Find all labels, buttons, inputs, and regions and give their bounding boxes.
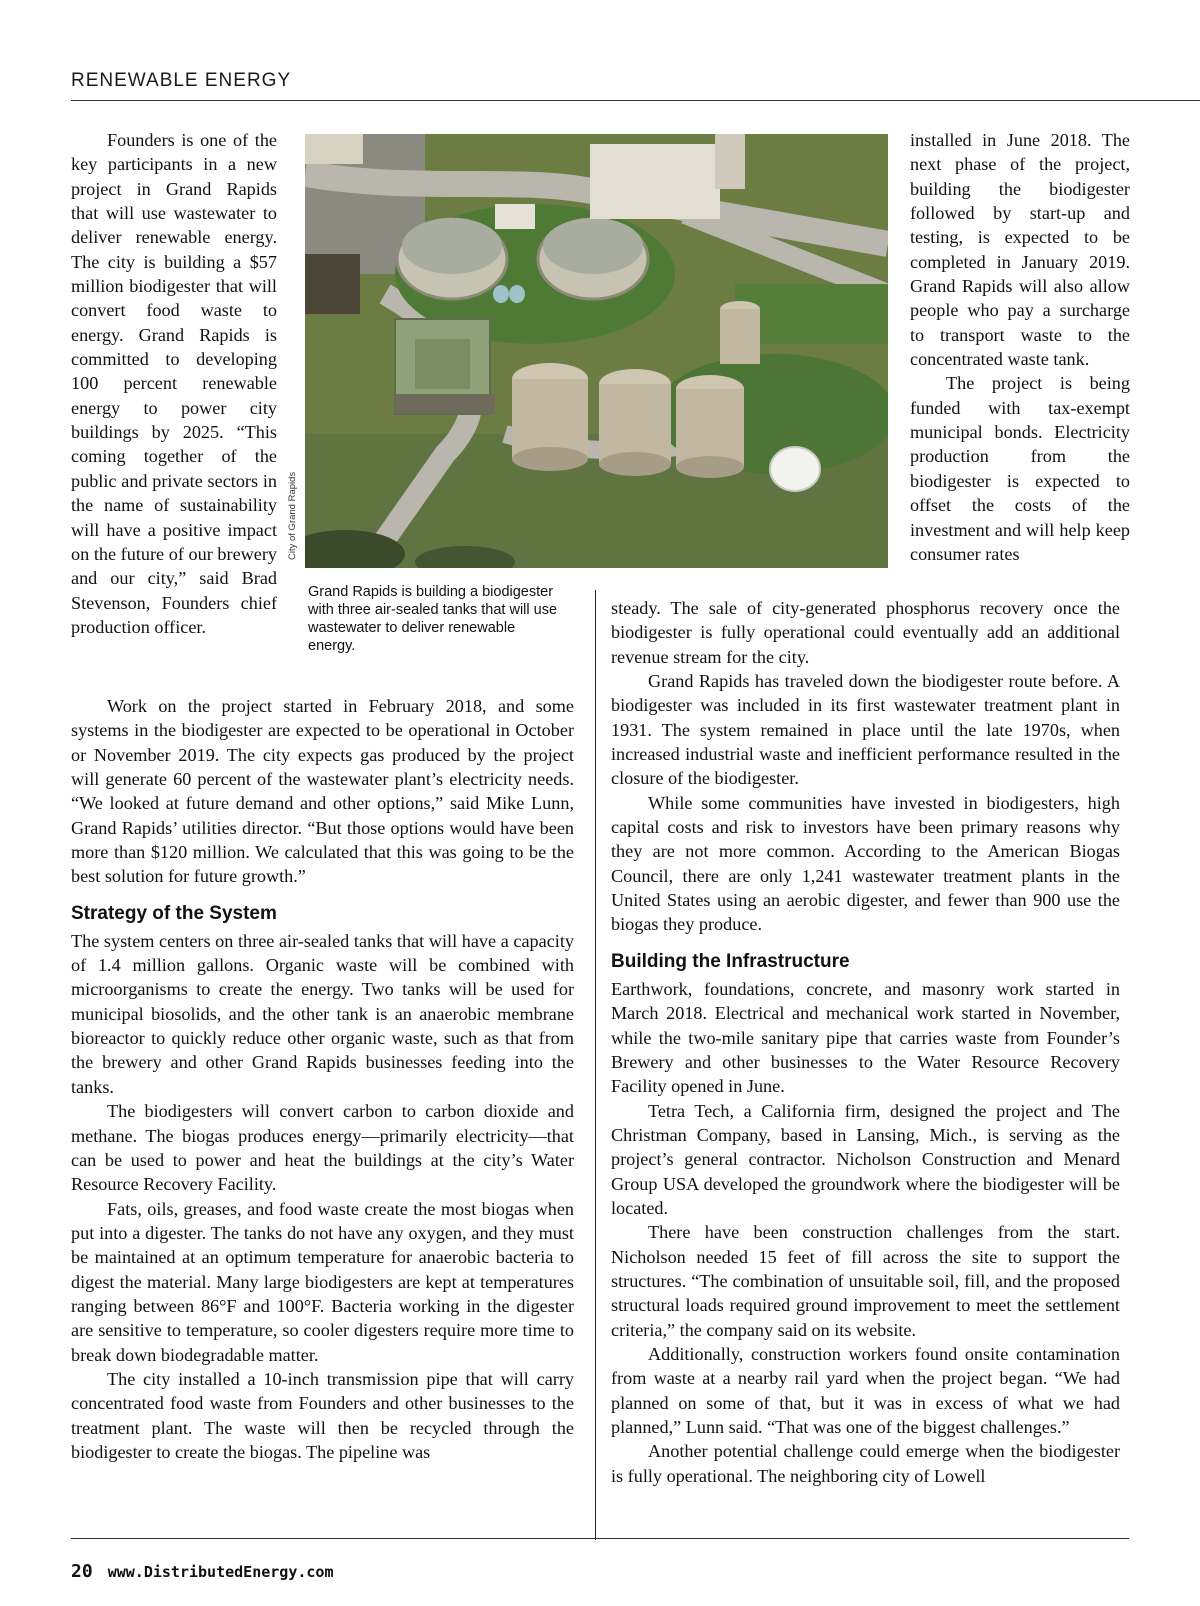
- paragraph: Tetra Tech, a California firm, designed the project and The Christman Company, based in Lansing, Mich., is serving as the project’s general contractor. Nicholson Construction and Menard Group USA developed the groundwork where the biodigester will be located.: [611, 1100, 1120, 1218]
- subhead-strategy: Strategy of the System: [71, 902, 277, 924]
- paragraph: While some communities have invested in biodigesters, high capital costs and risk to investors have been primary reasons why they are not more common. According to the American Biogas Council, there are only 1,241 wastewater treatment plants in the United States using an aerobic digester, and fewer than 900 use the biogas they produce.: [611, 792, 1120, 935]
- paragraph: Grand Rapids has traveled down the biodigester route before. A biodigester was included in its first wastewater treatment plant in 1931. The system remained in place until the late 1970s, when increased industrial waste and inefficient performance resulted in the closure of the biodigester.: [611, 671, 1120, 789]
- column-divider: [595, 590, 596, 1540]
- section-label: RENEWABLE ENERGY: [71, 70, 292, 91]
- paragraph: The project is being funded with tax-exempt municipal bonds. Electricity production from the biodigester is expected to offset the costs of the investment and will help keep consumer rates: [910, 373, 1130, 564]
- left-column-main: [71, 694, 574, 1464]
- paragraph: The system centers on three air-sealed tanks that will have a capacity of 1.4 million gallons. Organic waste will be combined with microorganisms to create the energy. Two tanks will be used for municipal biosolids, and the other tank is an anaerobic membrane bioreactor to quickly reduce other organic waste, such as that from the brewery and other Grand Rapids businesses feeding into the tanks.: [71, 930, 574, 1097]
- paragraph: There have been construction challenges from the start. Nicholson needed 15 feet of fill across the site to support the structures. “The combination of unsuitable soil, fill, and the proposed structural loads required ground improvement to meet the settlement criteria,” the company said on its website.: [611, 1222, 1120, 1340]
- paragraph: Work on the project started in February 2018, and some systems in the biodigester are expected to be operational in October or November 2019. The city expects gas produced by the project will generate 60 percent of the wastewater plant’s electricity needs. “We looked at future demand and other options,” said Mike Lunn, Grand Rapids’ utilities director. “But those options would have been more than $120 million. We calculated that this was going to be the best solution for future growth.”: [71, 696, 574, 887]
- paragraph: Fats, oils, greases, and food waste create the most biogas when put into a digester. The tanks do not have any oxygen, and they must be maintained at an optimum temperature for anaerobic bacteria to digest the material. Many large biodigesters are kept at temperatures ranging between 86°F and 100°F. Bacteria working in the digester are sensitive to temperature, so cooler digesters require more time to break down biodegradable matter.: [71, 1198, 574, 1365]
- photo-credit: City of Grand Rapids: [287, 471, 298, 560]
- page-number: 20: [71, 1561, 93, 1582]
- photo-caption: Grand Rapids is building a biodigester with three air-sealed tanks that will use wastewater to deliver renewable energy.: [308, 584, 558, 654]
- footer: [71, 1561, 334, 1582]
- paragraph: steady. The sale of city-generated phosphorus recovery once the biodigester is fully operational could eventually add an additional revenue stream for the city.: [611, 598, 1120, 667]
- header-rule: [71, 100, 1200, 101]
- paragraph: Another potential challenge could emerge when the biodigester is fully operational. The neighboring city of Lowell: [611, 1441, 1120, 1486]
- aerial-photo: [305, 134, 888, 568]
- paragraph: The biodigesters will convert carbon to carbon dioxide and methane. The biogas produces energy—primarily electricity—that can be used to power and heat the buildings at the city’s Water Resource Recovery Facility.: [71, 1101, 574, 1195]
- paragraph: installed in June 2018. The next phase of the project, building the biodigester followed by start-up and testing, is expected to be completed in January 2019. Grand Rapids will also allow people who pay a surcharge to transport waste to the concentrated waste tank.: [910, 130, 1130, 370]
- paragraph: Additionally, construction workers found onsite contamination from waste at a nearby rail yard when the project began. “We had planned on some of that, but it was in excess of what we had planned,” Lunn said. “That was one of the biggest challenges.”: [611, 1343, 1120, 1437]
- paragraph: The city installed a 10-inch transmission pipe that will carry concentrated food waste from Founders and other businesses to the treatment plant. The waste will then be recycled through the biodigester to create the biogas. The pipeline was: [71, 1368, 574, 1462]
- footer-url[interactable]: www.DistributedEnergy.com: [107, 1563, 334, 1581]
- right-column-top: [910, 128, 1130, 566]
- left-column-top: [71, 128, 277, 639]
- paragraph: Founders is one of the key participants in a new project in Grand Rapids that will use wastewater to deliver renewable energy. The city is building a $57 million biodigester that will convert food waste to energy. Grand Rapids is committed to developing 100 percent renewable energy to power city buildings by 2025. “This coming together of the public and private sectors in the name of sustainability will have a positive impact on the future of our brewery and our city,” said Brad Stevenson, Founders chief production officer.: [71, 130, 277, 637]
- paragraph: Earthwork, foundations, concrete, and masonry work started in March 2018. Electrical and mechanical work started in November, while the two-mile sanitary pipe that carries waste from Founder’s Brewery and other businesses to the Water Resource Recovery Facility opened in June.: [611, 978, 1120, 1097]
- subhead-infrastructure: Building the Infrastructure: [611, 950, 850, 972]
- right-column-main: [611, 596, 1120, 1488]
- footer-rule: [71, 1538, 1129, 1539]
